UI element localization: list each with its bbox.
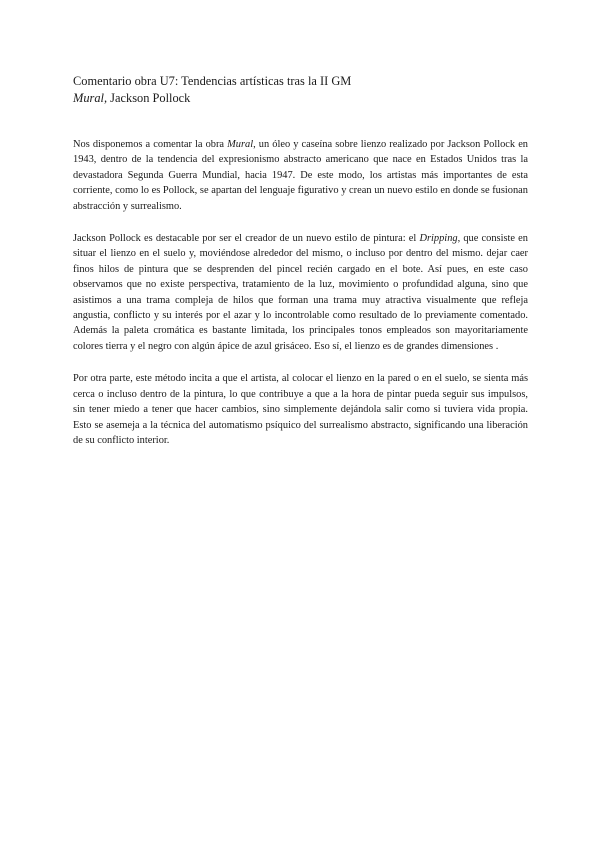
document-body <box>73 137 528 465</box>
document-subtitle <box>73 90 533 107</box>
paragraph-emphasis: Mural <box>227 139 254 150</box>
paragraph-text: , que consiste en situar el lienzo en el suelo y, moviéndose alrededor del mismo, o incluso por dentro del mismo. dejar caer finos hilos de pintura que se desprenden del pincel recién cargado en el bote. Así pues, en este caso observamos que no existe perspectiva, tratamiento de la luz, movimiento o profundidad alguna, sino que asistimos a una trama compleja de hilos que forman una trama muy atractiva visualmente que refleja angustia, conflicto y su interés por el azar y lo incontrolable como resultado de lo previamente comentado. Además la paleta cromática es bastante limitada, los principales tonos empleados son mayoritariamente colores tierra y el negro con algún ápice de azul grisáceo. Eso sí, el lienzo es de grandes dimensiones . <box>73 233 528 352</box>
paragraph-text: , un óleo y caseína sobre lienzo realizado por Jackson Pollock en 1943, dentro de la tendencia del expresionismo abstracto americano que nace en Estados Unidos tras la devastadora Segunda Guerra Mundial, hacia 1947. De este modo, los artistas más importantes de esta corriente, como lo es Pollock, se apartan del lenguaje figurativo y crean un nuevo estilo en donde se fusionan abstracción y surrealismo. <box>73 139 528 212</box>
document-header <box>73 73 533 107</box>
paragraph-1 <box>73 137 528 214</box>
paragraph-text: Nos disponemos a comentar la obra <box>73 139 228 150</box>
paragraph-3 <box>73 371 528 448</box>
paragraph-text: Jackson Pollock es destacable por ser el creador de un nuevo estilo de pintura: el <box>73 233 420 245</box>
paragraph-emphasis: Dripping <box>419 233 458 245</box>
document-title: Comentario obra U7: Tendencias artísticas tras la II GM <box>73 74 352 88</box>
paragraph-2 <box>73 231 528 354</box>
paragraph-text: Por otra parte, este método incita a que el artista, al colocar el lienzo en la pared o en el suelo, se sienta más cerca o incluso dentro de la pintura, lo que contribuye a que a la hora de pintar pueda seguir sus impulsos, sin tener miedo a tener que hacer cambios, sino simplemente dejándola salir como si tuviera vida propia. Esto se asemeja a la técnica del automatismo psíquico del surrealismo abstracto, significando una liberación de su conflicto interior. <box>73 373 528 446</box>
work-title: Mural, <box>73 91 108 105</box>
author-name: Jackson Pollock <box>107 91 191 105</box>
